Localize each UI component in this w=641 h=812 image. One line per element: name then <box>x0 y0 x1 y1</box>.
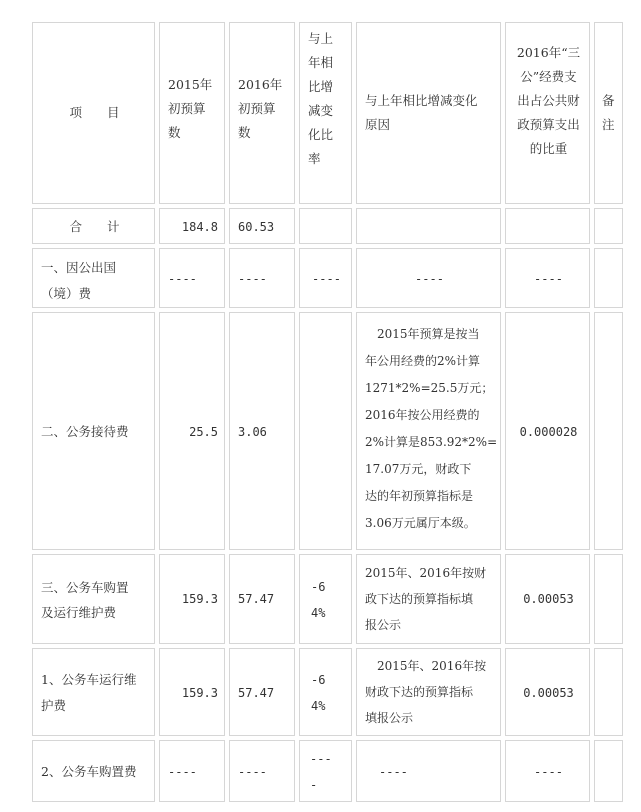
row-abroad-2015: ---- <box>168 272 197 286</box>
header-item-cell <box>32 22 155 204</box>
row-abroad-item: 一、因公出国 （境）费 <box>41 260 117 301</box>
row-total-item: 合 计 <box>69 219 120 234</box>
row-vehicle-maint-2015: 159.3 <box>181 686 218 700</box>
row-total-2016-cell <box>229 208 295 244</box>
row-vehicle-rate: -6 4% <box>311 580 326 620</box>
row-vehicle-maint-share-cell <box>505 648 590 736</box>
row-vehicle-maint-2015-cell <box>159 648 225 736</box>
row-vehicle-share-cell <box>505 554 590 644</box>
row-reception-item-cell <box>32 312 155 550</box>
row-abroad-remark-cell <box>594 248 623 308</box>
row-vehicle-reason: 2015年、2016年按财 政下达的预算指标填 报公示 <box>365 566 487 632</box>
row-vehicle-maint-item-cell <box>32 648 155 736</box>
row-vehicle-purchase-reason: ---- <box>379 765 408 779</box>
row-vehicle-maint-reason-cell <box>356 648 501 736</box>
row-vehicle-purchase-share-cell <box>505 740 590 802</box>
row-vehicle-purchase-2016-cell <box>229 740 295 802</box>
row-vehicle-maint-2016: 57.47 <box>238 686 275 700</box>
row-vehicle-remark-cell <box>594 554 623 644</box>
row-vehicle-reason-cell <box>356 554 501 644</box>
row-vehicle-maint-remark-cell <box>594 648 623 736</box>
row-vehicle-item: 三、公务车购置 及运行维护费 <box>41 580 129 620</box>
header-change-reason-cell <box>356 22 501 204</box>
row-vehicle-purchase-item-cell <box>32 740 155 802</box>
header-remark: 备 注 <box>602 93 615 132</box>
row-vehicle-2016-cell <box>229 554 295 644</box>
row-vehicle-purchase-share: ---- <box>534 765 563 779</box>
row-vehicle-maint-2016-cell <box>229 648 295 736</box>
row-total-remark-cell <box>594 208 623 244</box>
row-reception-2016: 3.06 <box>238 425 267 439</box>
header-budget-2016-cell <box>229 22 295 204</box>
row-vehicle-2016: 57.47 <box>238 592 275 606</box>
row-abroad-share: ---- <box>534 272 563 286</box>
row-reception-reason-cell <box>356 312 501 550</box>
row-vehicle-purchase-2015: ---- <box>168 765 197 779</box>
header-item: 项 目 <box>69 105 120 120</box>
header-budget-2015-cell <box>159 22 225 204</box>
header-share-cell <box>505 22 590 204</box>
header-remark-cell <box>594 22 623 204</box>
row-vehicle-purchase-reason-cell <box>356 740 501 802</box>
row-total-2015-cell <box>159 208 225 244</box>
row-vehicle-maint-rate: -6 4% <box>311 673 326 713</box>
row-abroad-2016-cell <box>229 248 295 308</box>
row-reception-2016-cell <box>229 312 295 550</box>
row-vehicle-purchase-item: 2、公务车购置费 <box>41 764 137 779</box>
row-vehicle-rate-cell <box>299 554 352 644</box>
row-total-reason-cell <box>356 208 501 244</box>
row-reception-share: 0.000028 <box>519 425 578 439</box>
row-abroad-2016: ---- <box>238 272 267 286</box>
header-share: 2016年“三 公”经费支 出占公共财 政预算支出 的比重 <box>516 45 581 156</box>
row-reception-rate-cell <box>299 312 352 550</box>
row-total-item-cell <box>32 208 155 244</box>
row-vehicle-share: 0.00053 <box>523 592 574 606</box>
row-reception-item: 二、公务接待费 <box>41 424 129 439</box>
row-total-2016: 60.53 <box>238 220 275 234</box>
row-vehicle-2015-cell <box>159 554 225 644</box>
row-vehicle-purchase-remark-cell <box>594 740 623 802</box>
row-total-rate-cell <box>299 208 352 244</box>
row-reception-remark-cell <box>594 312 623 550</box>
row-abroad-2015-cell <box>159 248 225 308</box>
row-reception-share-cell <box>505 312 590 550</box>
row-total-share-cell <box>505 208 590 244</box>
row-vehicle-2015: 159.3 <box>181 592 218 606</box>
row-abroad-reason-cell <box>356 248 501 308</box>
row-abroad-rate: ---- <box>312 272 341 286</box>
header-change-reason: 与上年相比增减变化 原因 <box>365 93 478 132</box>
row-vehicle-purchase-2015-cell <box>159 740 225 802</box>
row-reception-2015: 25.5 <box>189 425 218 439</box>
row-vehicle-purchase-rate: --- - <box>310 752 332 792</box>
row-reception-2015-cell <box>159 312 225 550</box>
row-vehicle-purchase-2016: ---- <box>238 765 267 779</box>
header-change-rate: 与上 年相 比增 减变 化比 率 <box>308 31 334 166</box>
row-vehicle-maint-item: 1、公务车运行维 护费 <box>41 672 137 713</box>
row-vehicle-purchase-rate-cell <box>299 740 352 802</box>
row-abroad-rate-cell <box>299 248 352 308</box>
row-abroad-share-cell <box>505 248 590 308</box>
row-vehicle-maint-share: 0.00053 <box>523 686 574 700</box>
row-total-2015: 184.8 <box>181 220 218 234</box>
row-abroad-item-cell <box>32 248 155 308</box>
header-budget-2015: 2015年 初预算 数 <box>168 77 213 140</box>
row-reception-reason: 2015年预算是按当 年公用经费的2%计算 1271*2%=25.5万元； 2016年按公用经费的 2%计算是853.92*2%= 17.07万元，财政下 达的年初预算指标是 3.06万元属厅本级。 <box>365 327 498 530</box>
budget-table <box>30 20 625 804</box>
row-vehicle-item-cell <box>32 554 155 644</box>
header-budget-2016: 2016年 初预算 数 <box>238 77 283 140</box>
row-abroad-reason: ---- <box>415 272 444 286</box>
row-vehicle-maint-reason: 2015年、2016年按 财政下达的预算指标 填报公示 <box>365 659 487 725</box>
row-vehicle-maint-rate-cell <box>299 648 352 736</box>
header-change-rate-cell <box>299 22 352 204</box>
